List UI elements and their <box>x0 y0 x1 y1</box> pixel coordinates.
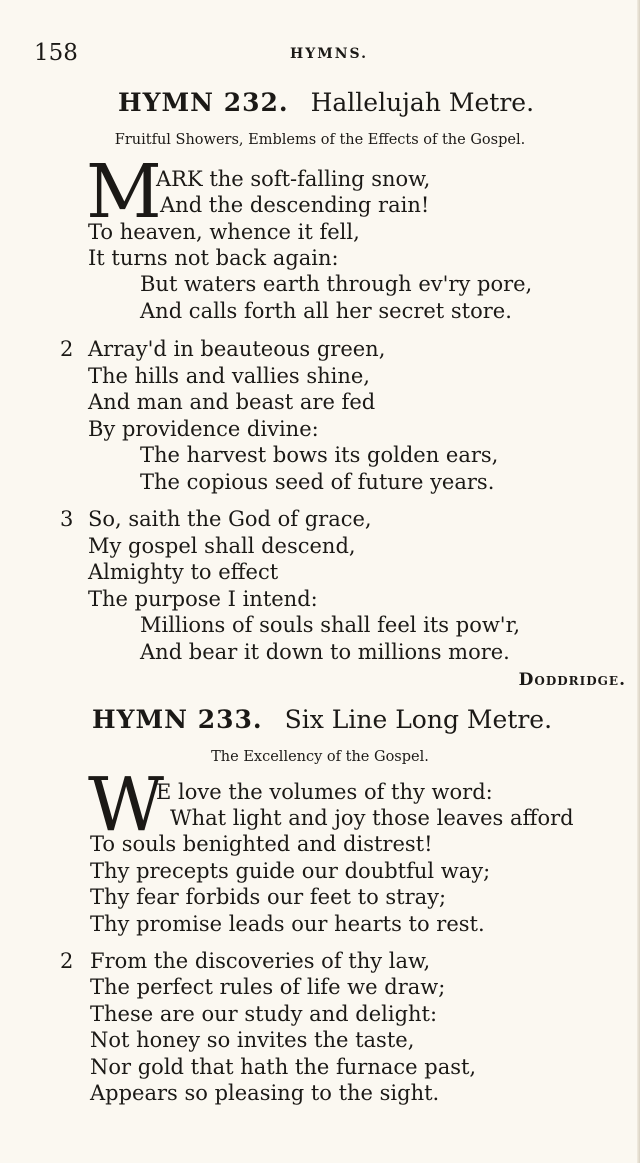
hymn-232-author: Doddridge. <box>518 670 626 690</box>
stanza-number: 2 <box>60 337 74 361</box>
verse-line: What light and joy those leaves afford <box>170 806 574 830</box>
verse-line: To heaven, whence it fell, <box>88 220 360 244</box>
verse-line: It turns not back again: <box>88 246 339 270</box>
verse-line: And man and beast are fed <box>88 390 376 414</box>
verse-line: And calls forth all her secret store. <box>140 299 512 323</box>
verse-line: The harvest bows its golden ears, <box>140 443 499 467</box>
verse-line: Millions of souls shall feel its pow'r, <box>140 613 520 637</box>
verse-line: The purpose I intend: <box>88 587 318 611</box>
verse-line: The hills and vallies shine, <box>88 364 370 388</box>
verse-line: From the discoveries of thy law, <box>90 949 431 973</box>
hymn-232-number: HYMN 232. <box>118 88 289 117</box>
verse-line: Array'd in beauteous green, <box>88 337 386 361</box>
hymn-232-heading <box>118 88 534 118</box>
verse-line: Thy precepts guide our doubtful way; <box>90 859 491 883</box>
hymn-233-metre: Six Line Long Metre. <box>284 705 553 734</box>
verse-line: Not honey so invites the taste, <box>90 1028 415 1052</box>
verse-line: The perfect rules of life we draw; <box>90 975 446 999</box>
stanza-number: 3 <box>60 507 74 531</box>
verse-line: Thy fear forbids our feet to stray; <box>90 885 447 909</box>
running-head: HYMNS. <box>290 46 369 62</box>
stanza-number: 2 <box>60 949 74 973</box>
verse-line: To souls benighted and distrest! <box>90 832 433 856</box>
verse-line: But waters earth through ev'ry pore, <box>140 272 533 296</box>
verse-line: My gospel shall descend, <box>88 534 356 558</box>
hymn-233-number: HYMN 233. <box>92 705 263 734</box>
verse-line: So, saith the God of grace, <box>88 507 372 531</box>
hymn-232-metre: Hallelujah Metre. <box>310 88 535 117</box>
hymn-232-subtitle: Fruitful Showers, Emblems of the Effects of the Gospel. <box>114 132 526 148</box>
verse-line: Thy promise leads our hearts to rest. <box>90 912 485 936</box>
hymn-233-dropcap: W <box>88 762 165 848</box>
page-number: 158 <box>34 40 78 66</box>
hymn-233-subtitle: The Excellency of the Gospel. <box>211 749 429 765</box>
verse-line: The copious seed of future years. <box>140 470 495 494</box>
hymn-232-dropcap: M <box>86 149 162 235</box>
verse-line: And the descending rain! <box>160 193 430 217</box>
hymn-233-heading <box>92 705 552 735</box>
verse-line: And bear it down to millions more. <box>140 640 510 664</box>
verse-line: These are our study and delight: <box>90 1002 438 1026</box>
verse-line: Almighty to effect <box>88 560 279 584</box>
verse-line: ARK the soft-falling snow, <box>156 167 431 191</box>
verse-line: E love the volumes of thy word: <box>156 780 493 804</box>
verse-line: Appears so pleasing to the sight. <box>90 1081 440 1105</box>
verse-line: Nor gold that hath the furnace past, <box>90 1055 477 1079</box>
verse-line: By providence divine: <box>88 417 319 441</box>
